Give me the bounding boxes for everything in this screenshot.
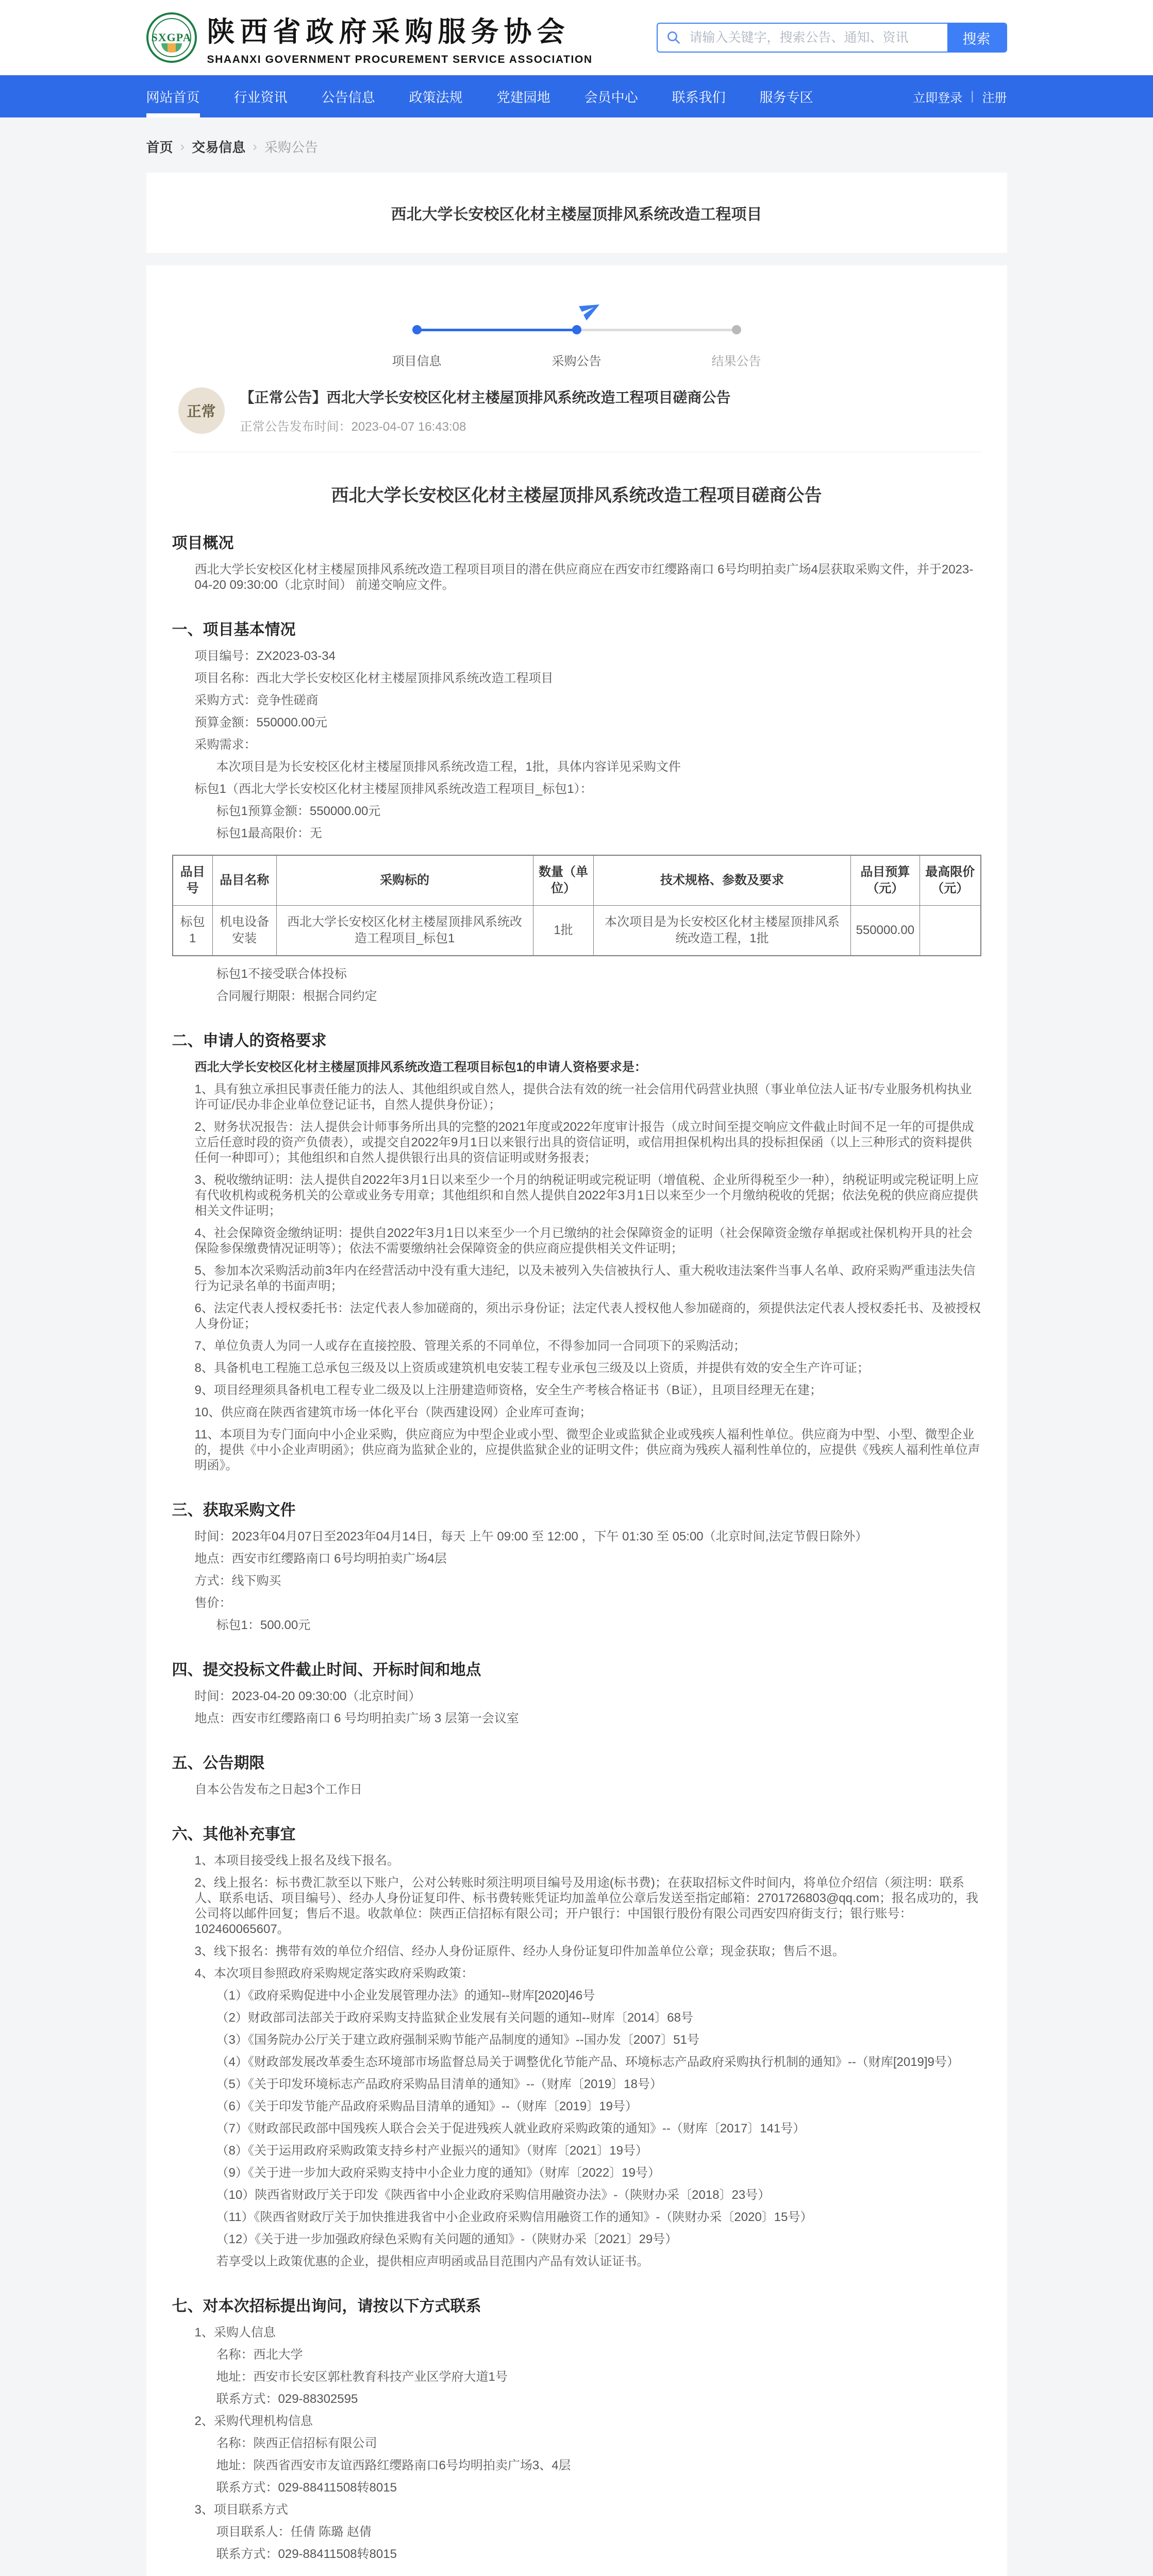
logo-title-en: SHAANXI GOVERNMENT PROCUREMENT SERVICE ASSOCIATION — [207, 53, 593, 65]
paragraph: （12）《关于进一步加强政府绿色采购有关问题的通知》-（陕财办采〔2021〕29号） — [216, 2232, 678, 2246]
paragraph: 预算金额：550000.00元 — [194, 716, 327, 730]
paragraph: 项目名称：西北大学长安校区化材主楼屋顶排风系统改造工程项目 — [194, 671, 554, 685]
section-heading: 二、申请人的资格要求 — [172, 1032, 327, 1049]
section-heading: 七、对本次招标提出询问，请按以下方式联系 — [172, 2298, 481, 2315]
paragraph: 时间：2023年04月07日至2023年04月14日，每天 上午 09:00 至 12:00 ，下午 01:30 至 05:00（北京时间,法定节假日除外） — [194, 1530, 868, 1544]
main-nav — [0, 75, 1153, 117]
logo-fan-icon — [161, 43, 182, 53]
paragraph: 名称：西北大学 — [216, 2348, 303, 2362]
paragraph: 1、具有独立承担民事责任能力的法人、其他组织或自然人，提供合法有效的统一社会信用代码营业执照（事业单位法人证书/专业服务机构执业许可证/民办非企业单位登记证书，自然人提供身份证）； — [194, 1082, 972, 1112]
section-heading: 五、公告期限 — [172, 1755, 265, 1772]
step-label: 结果公告 — [711, 354, 761, 368]
paragraph: 3、线下报名：携带有效的单位介绍信、经办人身份证原件、经办人身份证复印件加盖单位公章；现金获取；售后不退。 — [194, 1944, 845, 1958]
nav-item-party-building[interactable]: 党建园地 — [496, 89, 550, 105]
paragraph: 2、财务状况报告：法人提供会计师事务所出具的完整的2021年度或2022年度审计报告（成立时间至提交响应文件截止时间不足一年的可提供成立后任意时段的资产负债表），或提交自2022年9月1日以来银行出具的资信证明，或信用担保机构出具的投标担保函（以上三种形式的资料提供任何一种即可）；其他组织和自然人提供银行出具的资信证明或财务报表； — [194, 1120, 974, 1165]
nav-item-contact-us[interactable]: 联系我们 — [672, 89, 726, 105]
table-row — [173, 906, 981, 956]
paragraph: 10、供应商在陕西省建筑市场一体化平台（陕西建设网）企业库可查询； — [194, 1405, 592, 1419]
announcement-publish-time: 正常公告发布时间：2023-04-07 16:43:08 — [240, 420, 466, 434]
nav-item-policies[interactable]: 政策法规 — [409, 89, 463, 105]
nav-item-member-center[interactable]: 会员中心 — [584, 89, 638, 105]
breadcrumb-current: 采购公告 — [264, 140, 318, 155]
table-header-cell: 品目号 — [173, 855, 213, 906]
paragraph: （1）《政府采购促进中小企业发展管理办法》的通知--财库[2020]46号 — [216, 1989, 595, 2003]
table-header-cell: 最高限价（元） — [920, 855, 981, 906]
project-title: 西北大学长安校区化材主楼屋顶排风系统改造工程项目 — [391, 206, 762, 223]
nav-item-home[interactable]: 网站首页 — [146, 75, 200, 117]
section-heading: 一、项目基本情况 — [172, 621, 296, 638]
nav-item-announcements[interactable]: 公告信息 — [321, 89, 375, 105]
paragraph: 本次项目是为长安校区化材主楼屋顶排风系统改造工程，1批，具体内容详见采购文件 — [216, 760, 681, 774]
paragraph: （3）《国务院办公厅关于建立政府强制采购节能产品制度的通知》--国办发〔2007〕51号 — [216, 2033, 699, 2047]
paragraph: 3、税收缴纳证明：法人提供自2022年3月1日以来至少一个月的纳税证明或完税证明（增值税、企业所得税至少一种），纳税证明或完税证明上应有代收机构或税务机关的公章或业务专用章；其他组织和自然人提供自2022年3月1日以来至少一个月缴纳税收的凭据；依法免税的供应商应提供相关文件证明； — [194, 1173, 979, 1218]
paragraph: 7、单位负责人为同一人或存在直接控股、管理关系的不同单位，不得参加同一合同项下的采购活动； — [194, 1339, 746, 1353]
nav-item-industry-news[interactable]: 行业资讯 — [233, 89, 288, 105]
paragraph: 方式：线下购买 — [194, 1574, 281, 1588]
paragraph: 时间：2023-04-20 09:30:00（北京时间） — [194, 1689, 421, 1703]
section-heading: 三、获取采购文件 — [172, 1502, 296, 1519]
paragraph: 5、参加本次采购活动前3年内在经营活动中没有重大违纪，以及未被列入失信被执行人、重大税收违法案件当事人名单、政府采购严重违法失信行为记录名单的书面声明； — [194, 1264, 976, 1293]
paragraph: 地点：西安市红缨路南口 6号均明拍卖广场4层 — [194, 1552, 447, 1566]
table-header-cell: 采购标的 — [276, 855, 533, 906]
paragraph: 6、法定代表人授权委托书：法定代表人参加磋商的，须出示身份证；法定代表人授权他人参加磋商的，须提供法定代表人授权委托书、及被授权人身份证； — [194, 1301, 981, 1331]
paragraph: 2、采购代理机构信息 — [194, 2414, 313, 2428]
step-label: 采购公告 — [552, 354, 601, 368]
paragraph: 地点：西安市红缨路南口 6 号均明拍卖广场 3 层第一会议室 — [194, 1711, 519, 1725]
search-input[interactable] — [690, 24, 947, 52]
paragraph: （8）《关于运用政府采购政策支持乡村产业振兴的通知》（财库〔2021〕19号） — [216, 2144, 648, 2158]
step-dot-pending-icon — [732, 325, 741, 334]
paragraph: 联系方式：029-88302595 — [216, 2392, 358, 2406]
section-heading: 六、其他补充事宜 — [172, 1826, 296, 1843]
announcement-card — [146, 265, 1007, 2576]
paragraph: 1、本项目接受线上报名及线下报名。 — [194, 1854, 399, 1868]
paragraph: 名称：陕西正信招标有限公司 — [216, 2436, 377, 2450]
paragraph: （7）《财政部民政部中国残疾人联合会关于促进残疾人就业政府采购政策的通知》--（财库〔2017〕141号） — [216, 2122, 806, 2136]
step-project-info — [337, 325, 497, 369]
login-link[interactable]: 立即登录 — [913, 91, 963, 105]
paragraph: 地址：陕西省西安市友谊西路红缨路南口6号均明拍卖广场3、4层 — [216, 2459, 571, 2472]
register-link[interactable]: 注册 — [982, 91, 1007, 105]
site-header — [0, 0, 1153, 75]
nav-item-service-zone[interactable]: 服务专区 — [759, 89, 813, 105]
paragraph: （6）《关于印发节能产品政府采购品目清单的通知》--（财库〔2019〕19号） — [216, 2099, 638, 2113]
paragraph: 3、项目联系方式 — [194, 2503, 288, 2517]
table-header-cell: 品目名称 — [212, 855, 276, 906]
site-logo[interactable] — [146, 10, 593, 66]
announcement-list-title: 【正常公告】西北大学长安校区化材主楼屋顶排风系统改造工程项目磋商公告 — [240, 389, 731, 405]
paragraph: 采购方式：竞争性磋商 — [194, 693, 319, 707]
status-badge: 正常 — [178, 387, 225, 434]
search-icon — [658, 30, 690, 45]
paragraph: 4、社会保障资金缴纳证明：提供自2022年3月1日以来至少一个月已缴纳的社会保障资金的证明（社会保障资金缴存单据或社保机构开具的社会保险参保缴费情况证明等）；依法不需要缴纳社会保障资金的供应商应提供相关文件证明； — [194, 1226, 973, 1256]
table-header-cell: 技术规格、参数及要求 — [594, 855, 850, 906]
paragraph: 1、采购人信息 — [194, 2326, 276, 2340]
line-items-table — [172, 855, 981, 956]
table-cell — [920, 906, 981, 956]
paragraph: （10）陕西省财政厅关于印发《陕西省中小企业政府采购信用融资办法》-（陕财办采〔2018〕23号） — [216, 2188, 771, 2202]
table-cell: 机电设备安装 — [212, 906, 276, 956]
paragraph: 西北大学长安校区化材主楼屋顶排风系统改造工程项目项目的潜在供应商应在西安市红缨路南口 6号均明拍卖广场4层获取采购文件，并于2023-04-20 09:30:00（北京时间） 前递交响应文件。 — [194, 563, 974, 592]
step-result-announcement — [657, 325, 816, 369]
step-label: 项目信息 — [392, 354, 442, 368]
section-heading: 项目概况 — [172, 535, 234, 552]
paragraph: 9、项目经理须具备机电工程专业二级及以上注册建造师资格，安全生产考核合格证书（B证），且项目经理无在建； — [194, 1383, 822, 1397]
paragraph: （11）《陕西省财政厅关于加快推进我省中小企业政府采购信用融资工作的通知》-（陕财办采〔2020〕15号） — [216, 2210, 813, 2224]
paragraph: 西北大学长安校区化材主楼屋顶排风系统改造工程项目标包1的申请人资格要求是： — [194, 1060, 647, 1074]
paragraph: 11、本项目为专门面向中小企业采购，供应商应为中型企业或小型、微型企业或监狱企业或残疾人福利性单位。供应商为中型、小型、微型企业的，提供《中小企业声明函》；供应商为监狱企业的，应提供监狱企业的证明文件；供应商为残疾人福利性单位的，应提供《残疾人福利性单位声明函》。 — [194, 1428, 980, 1472]
paragraph: 标包1（西北大学长安校区化材主楼屋顶排风系统改造工程项目_标包1）： — [194, 782, 593, 796]
table-header-cell: 品目预算（元） — [850, 855, 920, 906]
progress-steps — [172, 299, 981, 369]
announcement-body — [172, 530, 981, 2576]
breadcrumb-separator: › — [253, 139, 257, 154]
paragraph: 标包1最高限价：无 — [216, 826, 322, 840]
paragraph: 项目联系人：任倩 陈璐 赵倩 — [216, 2525, 372, 2539]
paragraph: 售价： — [194, 1596, 232, 1610]
paragraph: 标包1：500.00元 — [216, 1618, 311, 1632]
paragraph: 合同履行期限：根据合同约定 — [216, 989, 377, 1003]
paragraph: （4）《财政部发展改革委生态环境部市场监督总局关于调整优化节能产品、环境标志产品政府采购执行机制的通知》--（财库[2019]9号） — [216, 2055, 959, 2069]
paragraph: 8、具备机电工程施工总承包三级及以上资质或建筑机电安装工程专业承包三级及以上资质，并提供有效的安全生产许可证； — [194, 1361, 870, 1375]
paragraph: 自本公告发布之日起3个工作日 — [194, 1783, 362, 1797]
paragraph: 项目编号：ZX2023-03-34 — [194, 649, 336, 663]
search-button[interactable]: 搜索 — [947, 24, 1006, 52]
announcement-main-title: 西北大学长安校区化材主楼屋顶排风系统改造工程项目磋商公告 — [331, 486, 822, 505]
project-title-card — [146, 173, 1007, 253]
paragraph: 4、本次项目参照政府采购规定落实政府采购政策： — [194, 1967, 474, 1980]
paragraph: 标包1预算金额：550000.00元 — [216, 804, 381, 818]
table-cell: 西北大学长安校区化材主楼屋顶排风系统改造工程项目_标包1 — [276, 906, 533, 956]
login-register-divider: | — [971, 89, 974, 103]
paragraph: 标包1不接受联合体投标 — [216, 967, 347, 981]
table-cell: 标包1 — [173, 906, 213, 956]
breadcrumb — [146, 137, 1007, 156]
paragraph: （9）《关于进一步加大政府采购支持中小企业力度的通知》（财库〔2022〕19号） — [216, 2166, 660, 2180]
logo-title-zh: 陕西省政府采购服务协会 — [207, 14, 570, 48]
table-header-cell: 数量（单位） — [533, 855, 594, 906]
paragraph: （5）《关于印发环境标志产品政府采购品目清单的通知》--（财库〔2019〕18号） — [216, 2077, 662, 2091]
paragraph: （2）财政部司法部关于政府采购支持监狱企业发展有关问题的通知--财库〔2014〕68号 — [216, 2011, 693, 2025]
step-procurement-announcement — [497, 325, 657, 369]
paragraph: 若享受以上政策优惠的企业，提供相应声明函或品目范围内产品有效认证证书。 — [216, 2255, 649, 2268]
table-cell: 1批 — [533, 906, 594, 956]
paper-plane-icon — [580, 298, 601, 323]
association-emblem-icon — [146, 12, 197, 63]
paragraph: 采购需求： — [194, 738, 257, 752]
paragraph: 2、线上报名：标书费汇款至以下账户，公对公转账时须注明项目编号及用途(标书费)；在获取招标文件时间内，将单位介绍信（须注明：联系人、联系电话、项目编号）、经办人身份证复印件、标书费转账凭证均加盖单位公章后发送至指定邮箱：2701726803@qq.com；报名成功的，我公司将以邮件回复；售后不退。收款单位：陕西正信招标有限公司；开户银行：中国银行股份有限公司西安四府街支行；银行账号：102460065607。 — [194, 1876, 979, 1936]
step-dot-done-icon — [412, 325, 422, 334]
announcement-header — [172, 386, 981, 452]
section-heading: 四、提交投标文件截止时间、开标时间和地点 — [172, 1662, 481, 1679]
site-search — [657, 23, 1007, 53]
breadcrumb-separator: › — [180, 139, 185, 154]
step-dot-current-icon — [572, 325, 581, 334]
paragraph: 联系方式：029-88411508转8015 — [216, 2547, 397, 2561]
logo-badge-text: SXGPA — [151, 31, 192, 44]
breadcrumb-trade-info[interactable]: 交易信息 — [192, 140, 246, 155]
table-cell: 550000.00 — [850, 906, 920, 956]
breadcrumb-home[interactable]: 首页 — [146, 140, 173, 155]
table-cell: 本次项目是为长安校区化材主楼屋顶排风系统改造工程，1批 — [594, 906, 850, 956]
paragraph: 联系方式：029-88411508转8015 — [216, 2481, 397, 2495]
paragraph: 地址：西安市长安区郭杜教育科技产业区学府大道1号 — [216, 2370, 508, 2384]
